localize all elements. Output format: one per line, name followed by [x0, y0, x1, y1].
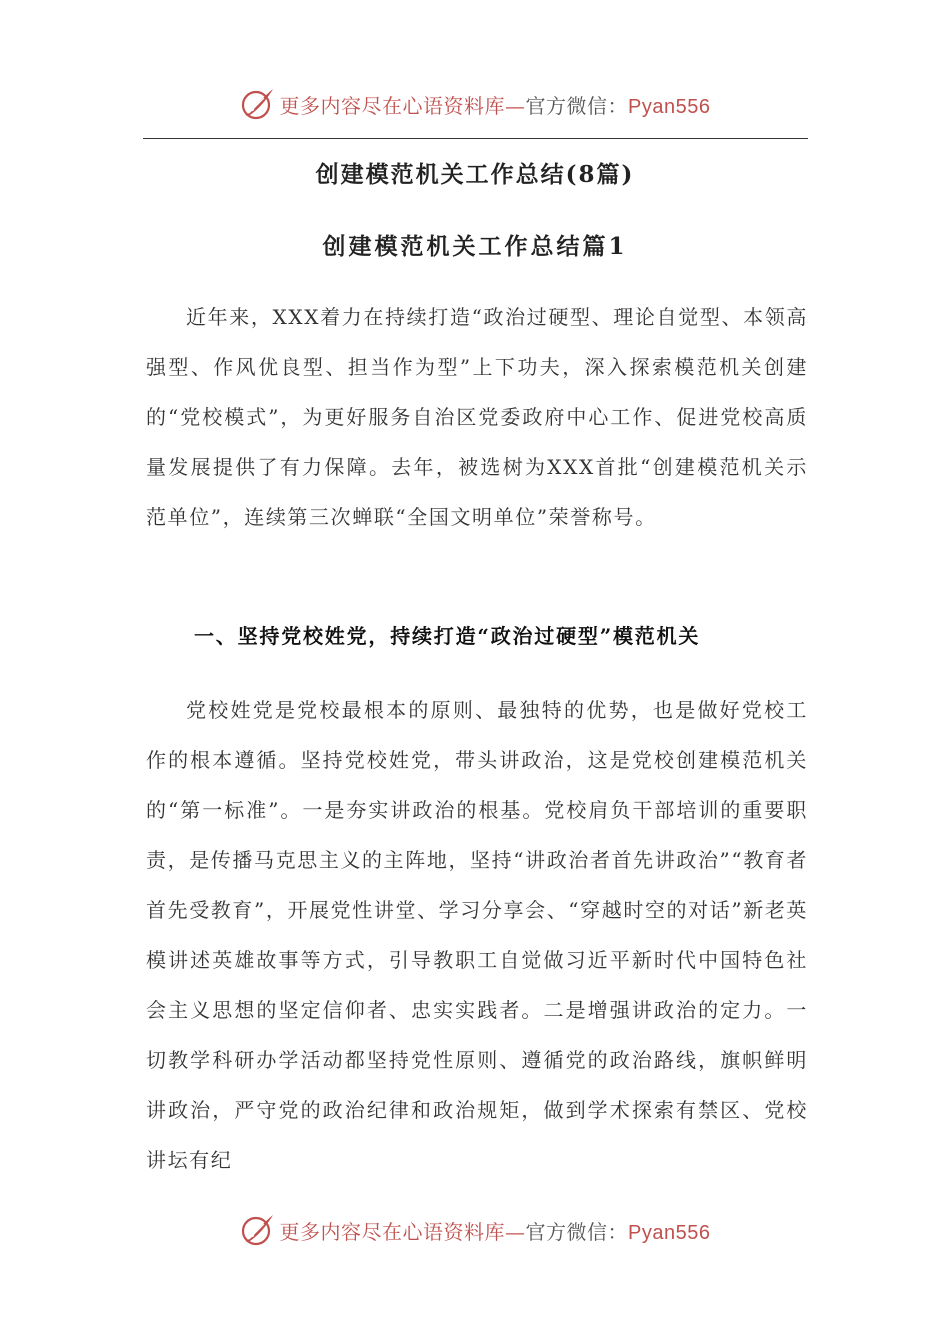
header-banner	[0, 84, 950, 124]
banner-wechat-id: Pyan556	[628, 95, 711, 118]
banner-dash: —	[505, 1219, 526, 1244]
document-title: 创建模范机关工作总结(8篇)	[315, 161, 635, 188]
banner-wechat-label: 官方微信：	[525, 93, 629, 118]
banner-text	[280, 1216, 711, 1245]
banner-wechat-id: Pyan556	[628, 1221, 711, 1244]
section-heading: 一、坚持党校姓党，持续打造“政治过硬型”模范机关	[194, 624, 701, 648]
banner-text	[280, 90, 711, 119]
banner-prefix: 更多内容尽在心语资料库	[279, 1219, 506, 1244]
banner-prefix: 更多内容尽在心语资料库	[279, 93, 506, 118]
footer-banner	[0, 1210, 950, 1250]
quill-pen-logo-icon	[240, 1212, 276, 1248]
quill-pen-logo-icon	[240, 86, 276, 122]
body-paragraph-1: 近年来，XXX着力在持续打造“政治过硬型、理论自觉型、本领高强型、作风优良型、担当作为型”上下功夫，深入探索模范机关创建的“党校模式”，为更好服务自治区党委政府中心工作、促进党校高质量发展提供了有力保障。去年，被选树为XXX首批“创建模范机关示范单位”，连续第三次蝉联“全国文明单位”荣誉称号。	[146, 305, 808, 529]
banner-wechat-label: 官方微信：	[525, 1219, 629, 1244]
document-subtitle: 创建模范机关工作总结篇1	[322, 233, 628, 260]
header-divider	[143, 138, 808, 139]
banner-dash: —	[505, 93, 526, 118]
body-paragraph-2: 党校姓党是党校最根本的原则、最独特的优势，也是做好党校工作的根本遵循。坚持党校姓党，带头讲政治，这是党校创建模范机关的“第一标准”。一是夯实讲政治的根基。党校肩负干部培训的重要职责，是传播马克思主义的主阵地，坚持“讲政治者首先讲政治”“教育者首先受教育”，开展党性讲堂、学习分享会、“穿越时空的对话”新老英模讲述英雄故事等方式，引导教职工自觉做习近平新时代中国特色社会主义思想的坚定信仰者、忠实实践者。二是增强讲政治的定力。一切教学科研办学活动都坚持党性原则、遵循党的政治路线，旗帜鲜明讲政治，严守党的政治纪律和政治规矩，做到学术探索有禁区、党校讲坛有纪	[146, 698, 808, 1172]
